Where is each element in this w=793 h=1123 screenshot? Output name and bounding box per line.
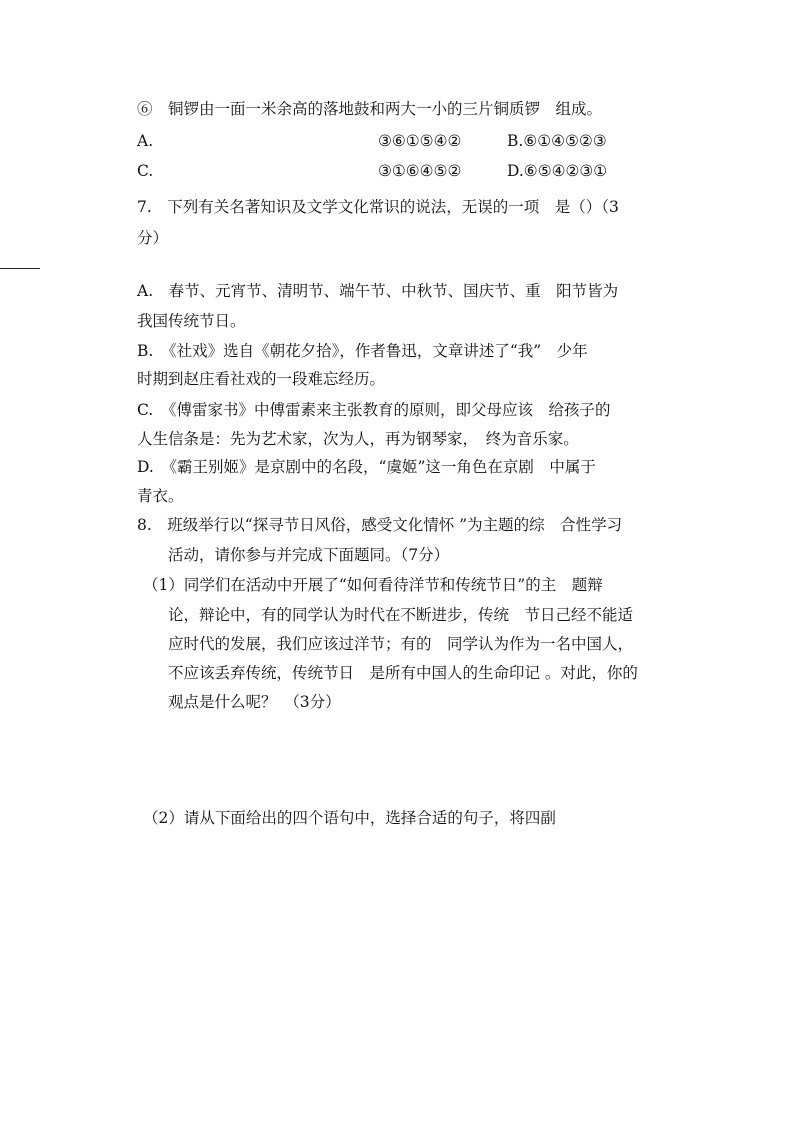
q7-stem-line-1: 7. 下列有关名著知识及文学文化常识的说法，无误的一项 是（）（3 [137, 198, 619, 216]
q7-option-b-line-1: B. 《社戏》选自《朝花夕拾》，作者鲁迅，文章讲述了“我” 少年 [137, 342, 588, 360]
q8-sub1-line-4: 不应该丢弃传统，传统节日 是所有中国人的生命印记 。对此，你的 [168, 664, 638, 682]
margin-rule [0, 268, 40, 269]
q6-item-6: ⑥ 铜锣由一面一米余高的落地鼓和两大一小的三片铜质锣 组成。 [137, 100, 603, 118]
q6-option-a-value: ③⑥①⑤④② [378, 132, 462, 150]
q8-stem-line-2: 活动，请你参与并完成下面题同。（7分） [168, 546, 450, 564]
q8-stem-line-1: 8. 班级举行以“探寻节日风俗，感受文化情怀 ”为主题的综 合性学习 [137, 516, 623, 534]
q6-option-c-label: C. [137, 162, 154, 180]
q6-option-d: D.⑥⑤④②③① [507, 162, 608, 180]
q6-option-b: B.⑥①④⑤②③ [507, 132, 607, 150]
q6-option-a-label: A. [137, 132, 154, 150]
q7-stem-line-2: 分） [137, 229, 169, 247]
q7-option-a-line-1: A. 春节、元宵节、清明节、端午节、中秋节、国庆节、重 阳节皆为 [137, 282, 619, 300]
q7-option-d-line-2: 青衣。 [137, 487, 184, 505]
q8-sub1-line-1: （1）同学们在活动中开展了“如何看待洋节和传统节日”的主 题辩 [143, 576, 603, 594]
q8-sub1-line-3: 应时代的发展，我们应该过洋节；有的 同学认为作为一名中国人， [168, 635, 634, 653]
q8-sub1-line-5: 观点是什么呢？ （3分） [168, 693, 341, 711]
q7-option-a-line-2: 我国传统节日。 [137, 312, 246, 330]
q7-option-d-line-1: D. 《霸王别姬》是京剧中的名段，“虞姬”这一角色在京剧 中属于 [137, 458, 596, 476]
q7-option-c-line-2: 人生信条是：先为艺术家，次为人，再为钢琴家， 终为音乐家。 [137, 430, 579, 448]
q8-sub1-line-2: 论，辩论中，有的同学认为时代在不断进步，传统 节日己经不能适 [168, 606, 634, 624]
q7-option-b-line-2: 时期到赵庄看社戏的一段难忘经历。 [137, 370, 386, 388]
q6-option-c-value: ③①⑥④⑤② [378, 162, 462, 180]
q7-option-c-line-1: C. 《傅雷家书》中傅雷素来主张教育的原则，即父母应该 给孩子的 [137, 401, 611, 419]
q8-sub2-line-1: （2）请从下面给出的四个语句中，选择合适的句子，将四副 [143, 809, 556, 827]
